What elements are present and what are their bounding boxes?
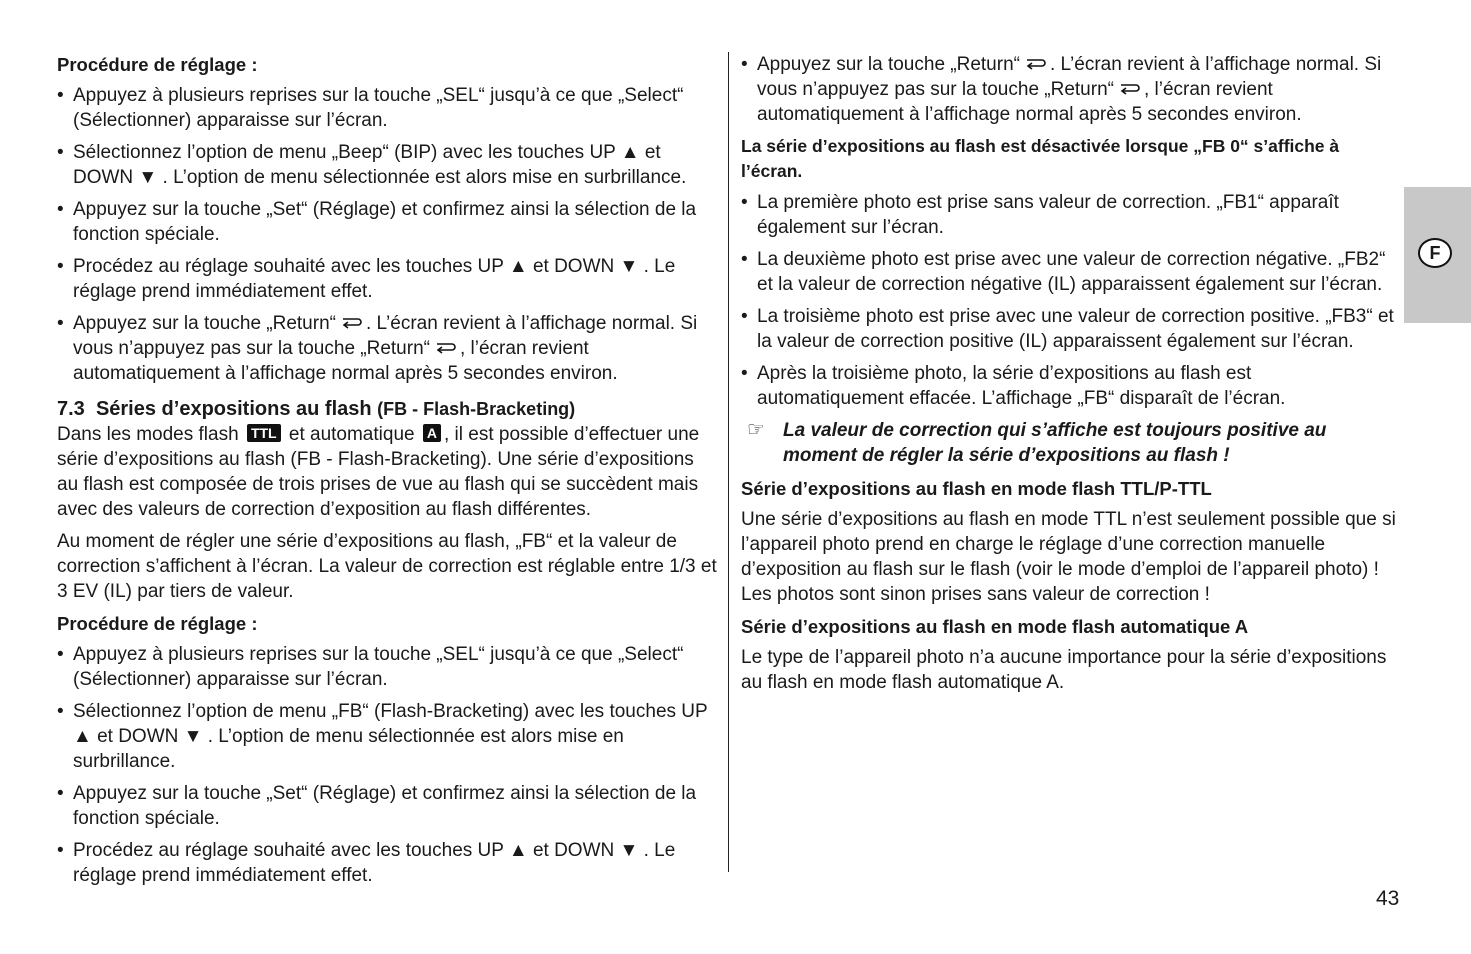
return-icon (340, 316, 362, 330)
fb0-heading: La série d’expositions au flash est désactivée lorsque „FB 0“ s’affiche à l’écran. (741, 136, 1340, 181)
auto-heading: Série d’expositions au flash en mode flash automatique A (741, 616, 1249, 637)
list-item: • Procédez au réglage souhaité avec les touches UP ▲ et DOWN ▼ . Le réglage prend immédiatement effet. (57, 838, 719, 888)
return-text-c: , l’écran revient automatiquement à l’affichage normal après 5 secondes environ. (73, 338, 618, 384)
intro-text-b: et automatique (288, 424, 415, 445)
list-item: • Appuyez sur la touche „Set“ (Réglage) et confirmez ainsi la sélection de la fonction spéciale. (57, 197, 719, 247)
return-list (741, 52, 1401, 127)
list-item: • La troisième photo est prise avec une valeur de correction positive. „FB3“ et la valeur de correction positive (IL) apparaissent également sur l’écran. (741, 304, 1401, 354)
return-text-b: . L’écran revient à l’affichage normal. Si vous n’appuyez pas sur la touche „Return“ (757, 54, 1382, 100)
return-icon (1024, 57, 1046, 71)
ttl-paragraph: Une série d’expositions au flash en mode TTL n’est seulement possible que si l’appareil photo prend en charge le réglage d’une correction manuelle d’exposition au flash sur le flash (voir le mode d’emploi de l’appareil photo) ! Les photos sont sinon prises sans valeur de correction ! (741, 509, 1396, 605)
return-text-a: Appuyez sur la touche „Return“ (73, 313, 336, 334)
note-text: La valeur de correction qui s’affiche est toujours positive au moment de régler la série d’expositions au flash ! (783, 420, 1327, 466)
list-item-return (741, 52, 1401, 127)
list-item-return (57, 311, 719, 386)
ttl-badge-icon: TTL (247, 424, 281, 442)
pointing-hand-icon: ☞ (747, 419, 765, 441)
procedure-heading-1: Procédure de réglage : (57, 54, 258, 75)
intro-paragraph-2: Au moment de régler une série d’expositions au flash, „FB“ et la valeur de correction s’affichent à l’écran. La valeur de correction est réglable entre 1/3 et 3 EV (IL) par tiers de valeur. (57, 531, 717, 602)
list-item: • Sélectionnez l’option de menu „Beep“ (BIP) avec les touches UP ▲ et DOWN ▼ . L’option de menu sélectionnée est alors mise en surbrillance. (57, 140, 719, 190)
note (741, 418, 1401, 468)
list-item: • Sélectionnez l’option de menu „FB“ (Flash-Bracketing) avec les touches UP ▲ et DOWN ▼ . L’option de menu sélectionnée est alors mise en surbrillance. (57, 699, 719, 774)
return-text-c: , l’écran revient automatiquement à l’affichage normal après 5 secondes environ. (757, 79, 1302, 125)
language-tab (1404, 187, 1471, 323)
list-item: • Appuyez à plusieurs reprises sur la touche „SEL“ jusqu’à ce que „Select“ (Sélectionner) apparaisse sur l’écran. (57, 83, 719, 133)
list-item: • Appuyez sur la touche „Set“ (Réglage) et confirmez ainsi la sélection de la fonction spéciale. (57, 781, 719, 831)
column-divider (728, 52, 729, 872)
section-title: Séries d’expositions au flash (95, 398, 372, 420)
procedure-list-2 (57, 642, 719, 888)
intro-text-a: Dans les modes flash (57, 424, 239, 445)
fb-list (741, 190, 1401, 411)
section-number: 7.3 (57, 398, 85, 420)
return-icon (434, 341, 456, 355)
intro-text-c: , il est possible d’effectuer une série d’expositions au flash (FB - Flash-Bracketing). Une série d’expositions au flash est composée de trois prises de vue au flash qui se succèdent mais avec des valeurs de correction d’exposition au flash différentes. (57, 424, 700, 520)
section-subtitle: (FB - Flash-Bracketing) (377, 399, 576, 419)
auto-paragraph: Le type de l’appareil photo n’a aucune importance pour la série d’expositions au flash en mode flash automatique A. (741, 647, 1387, 693)
procedure-heading-2: Procédure de réglage : (57, 613, 258, 634)
list-item: • Appuyez à plusieurs reprises sur la touche „SEL“ jusqu’à ce que „Select“ (Sélectionner) apparaisse sur l’écran. (57, 642, 719, 692)
list-item: • Après la troisième photo, la série d’expositions au flash est automatiquement effacée. L’affichage „FB“ disparaît de l’écran. (741, 361, 1401, 411)
procedure-list-1 (57, 83, 719, 386)
intro-paragraph (57, 422, 719, 522)
list-item: • La deuxième photo est prise avec une valeur de correction négative. „FB2“ et la valeur de correction négative (IL) apparaissent également sur l’écran. (741, 247, 1401, 297)
list-item: • La première photo est prise sans valeur de correction. „FB1“ apparaît également sur l’écran. (741, 190, 1401, 240)
page-number: 43 (1376, 887, 1400, 910)
right-column (741, 52, 1401, 702)
list-item: • Procédez au réglage souhaité avec les touches UP ▲ et DOWN ▼ . Le réglage prend immédiatement effet. (57, 254, 719, 304)
left-column (57, 52, 719, 895)
auto-a-badge-icon: A (423, 424, 441, 442)
return-text-a: Appuyez sur la touche „Return“ (757, 54, 1020, 75)
return-text-b: . L’écran revient à l’affichage normal. Si vous n’appuyez pas sur la touche „Return“ (73, 313, 698, 359)
section-heading (57, 396, 719, 422)
return-icon (1118, 82, 1140, 96)
ttl-heading: Série d’expositions au flash en mode flash TTL/P-TTL (741, 478, 1212, 499)
language-tab-label: F (1418, 238, 1452, 268)
